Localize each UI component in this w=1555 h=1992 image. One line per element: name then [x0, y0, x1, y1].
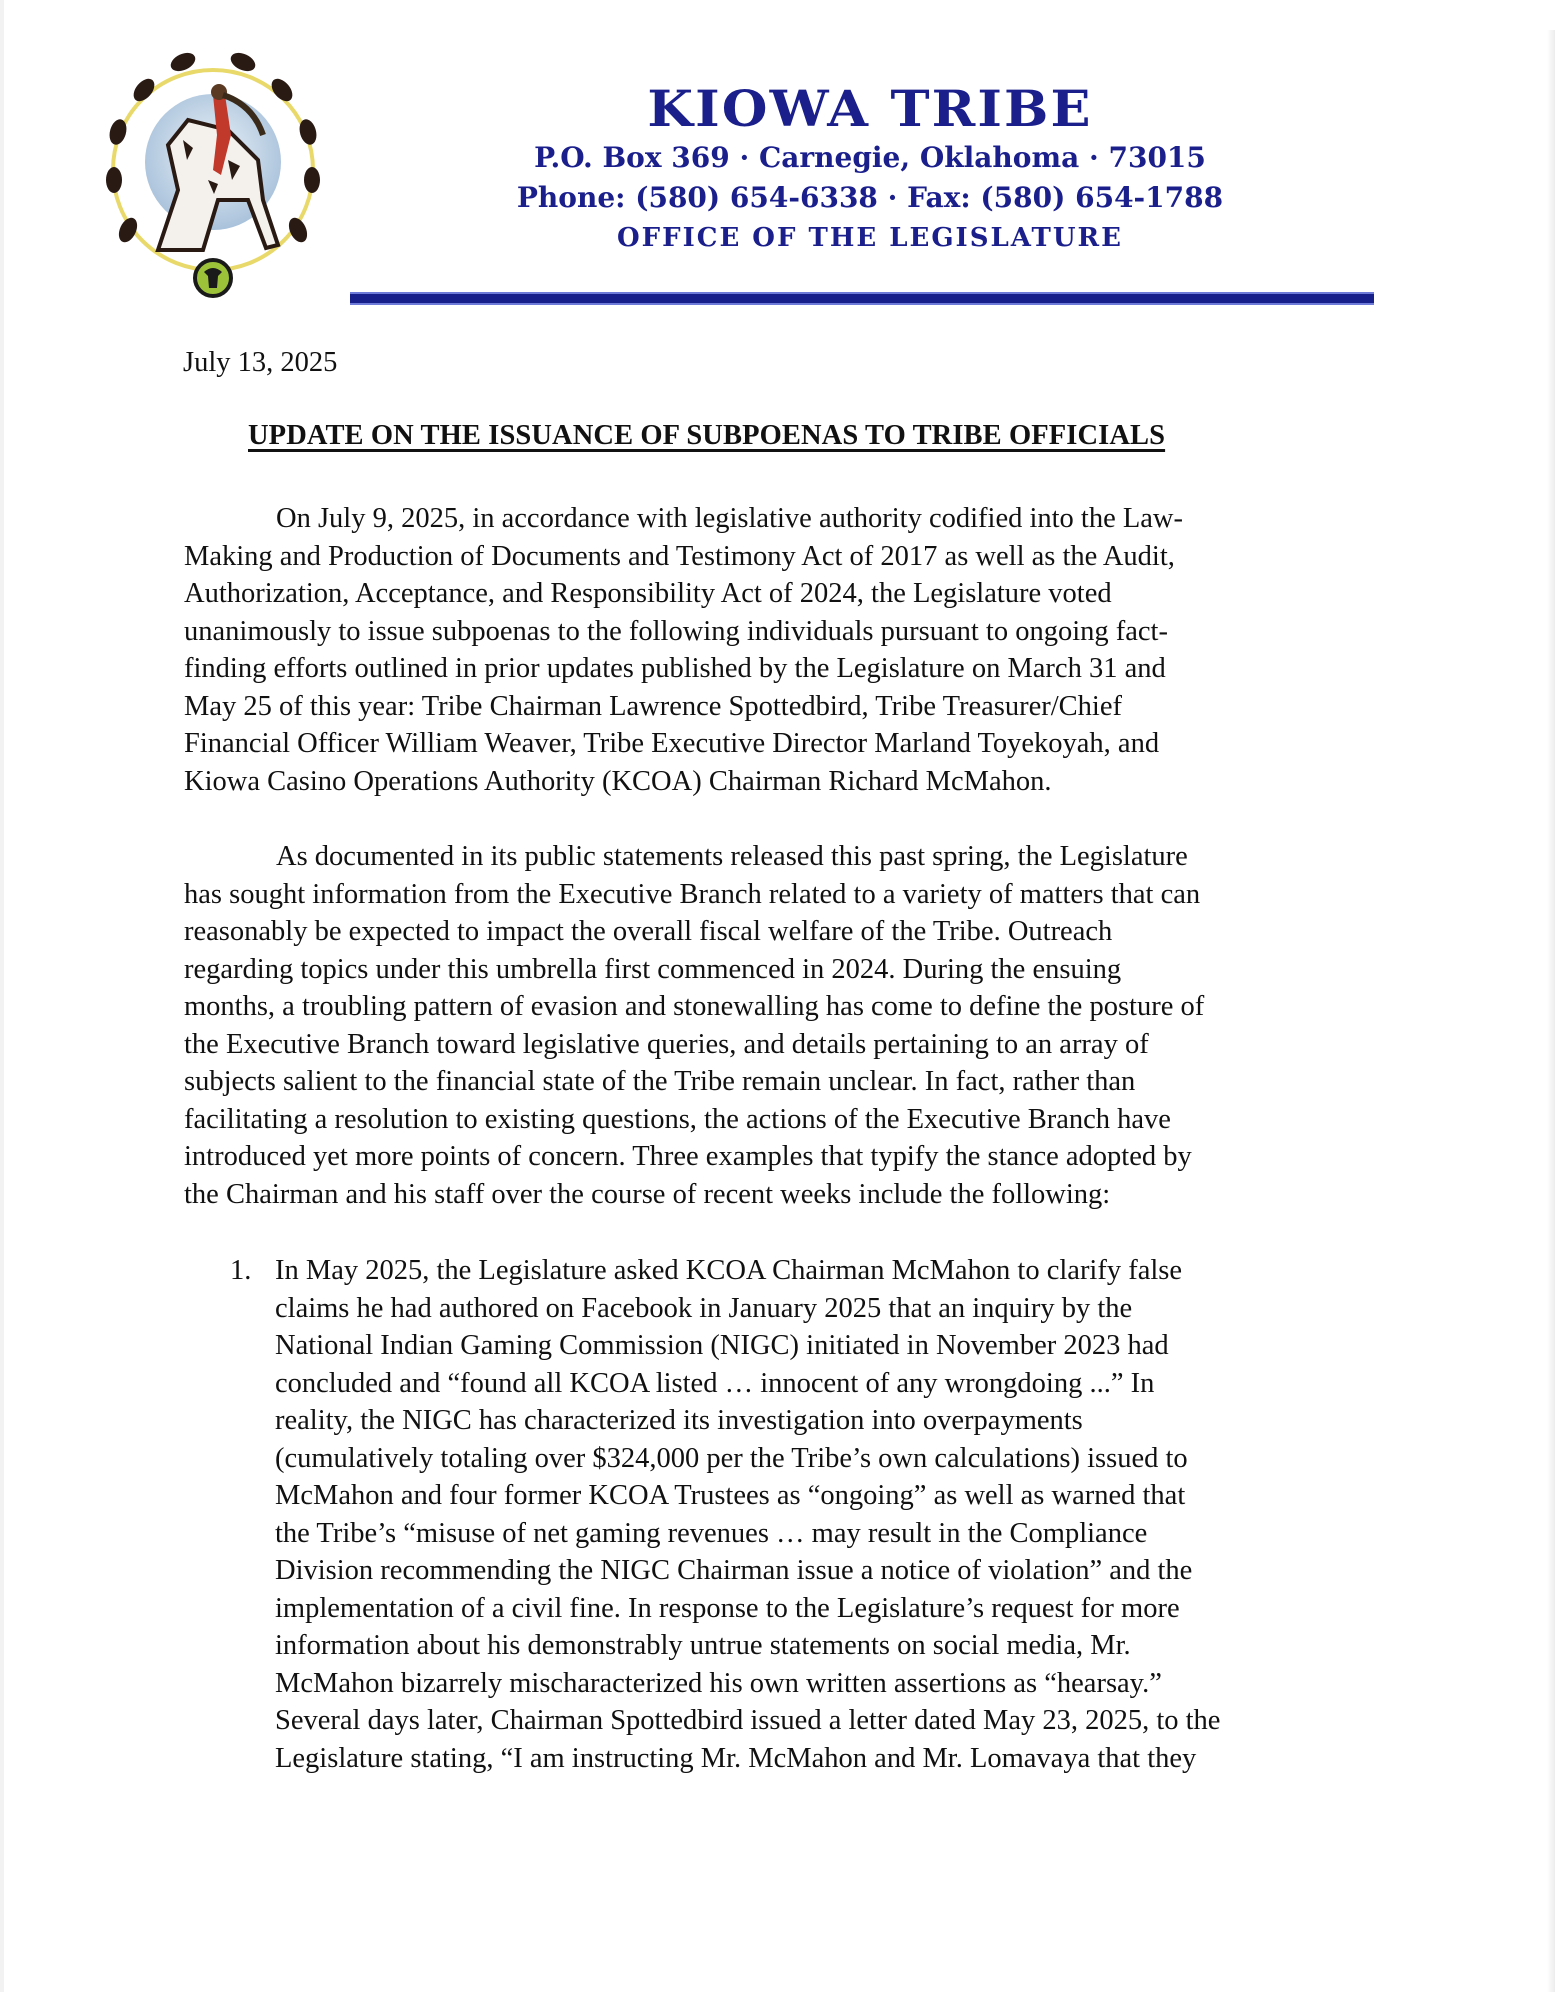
list-line: Legislature stating, “I am instructing Mr. McMahon and Mr. Lomavaya that they — [275, 1742, 1197, 1774]
list-line: implementation of a civil fine. In response to the Legislature’s request for more — [275, 1592, 1180, 1624]
paragraph-line: Authorization, Acceptance, and Responsibility Act of 2024, the Legislature voted — [184, 578, 1112, 609]
paragraph-line: reasonably be expected to impact the overall fiscal welfare of the Tribe. Outreach — [184, 916, 1113, 947]
paragraph-line: unanimously to issue subpoenas to the following individuals pursuant to ongoing fact- — [184, 615, 1168, 647]
list-line: Division recommending the NIGC Chairman issue a notice of violation” and the — [275, 1555, 1193, 1586]
paragraph-line: On July 9, 2025, in accordance with legislative authority codified into the Law- — [276, 503, 1184, 534]
paragraph-1 — [184, 500, 1364, 800]
list-item-number: 1. — [230, 1255, 252, 1286]
page-edge-right — [1547, 30, 1555, 1992]
paragraph-line: the Executive Branch toward legislative queries, and details pertaining to an array of — [184, 1028, 1149, 1060]
paragraph-line: regarding topics under this umbrella first commenced in 2024. During the ensuing — [184, 953, 1122, 985]
list-item-body — [275, 1252, 1385, 1777]
list-line: reality, the NIGC has characterized its investigation into overpayments — [275, 1405, 1083, 1436]
list-line: McMahon bizarrely mischaracterized his own written assertions as “hearsay.” — [275, 1667, 1162, 1699]
list-line: concluded and “found all KCOA listed … innocent of any wrongdoing ...” In — [275, 1367, 1155, 1399]
paragraph-line: the Chairman and his staff over the course of recent weeks include the following: — [184, 1178, 1111, 1210]
letterhead-divider — [350, 292, 1374, 305]
paragraph-line: facilitating a resolution to existing questions, the actions of the Executive Branch have — [184, 1103, 1171, 1135]
paragraph-line: has sought information from the Executive Branch related to a variety of matters that can — [184, 878, 1201, 910]
list-line: National Indian Gaming Commission (NIGC) initiated in November 2023 had — [275, 1330, 1169, 1361]
paragraph-line: months, a troubling pattern of evasion and stonewalling has come to define the posture of — [184, 991, 1205, 1022]
list-line: claims he had authored on Facebook in January 2025 that an inquiry by the — [275, 1292, 1133, 1324]
paragraph-line: May 25 of this year: Tribe Chairman Lawrence Spottedbird, Tribe Treasurer/Chief — [184, 690, 1122, 722]
paragraph-line: Financial Officer William Weaver, Tribe Executive Director Marland Toyekoyah, and — [184, 728, 1160, 759]
paragraph-line: introduced yet more points of concern. Three examples that typify the stance adopted by — [184, 1141, 1192, 1172]
list-line: the Tribe’s “misuse of net gaming revenues … may result in the Compliance — [275, 1517, 1148, 1549]
paragraph-2 — [184, 838, 1364, 1213]
list-line: (cumulatively totaling over $324,000 per the Tribe’s own calculations) issued to — [275, 1442, 1188, 1474]
mailing-address: P.O. Box 369 · Carnegie, Oklahoma · 73015 — [534, 141, 1206, 174]
paragraph-line: subjects salient to the financial state of the Tribe remain unclear. In fact, rather than — [184, 1066, 1136, 1097]
paragraph-line: finding efforts outlined in prior updates published by the Legislature on March 31 and — [184, 653, 1166, 684]
office-name: OFFICE OF THE LEGISLATURE — [617, 223, 1123, 253]
list-line: McMahon and four former KCOA Trustees as “ongoing” as well as warned that — [275, 1480, 1186, 1511]
paragraph-line: Kiowa Casino Operations Authority (KCOA) Chairman Richard McMahon. — [184, 765, 1052, 797]
list-line: In May 2025, the Legislature asked KCOA Chairman McMahon to clarify false — [275, 1255, 1183, 1286]
organization-name: KIOWA TRIBE — [647, 79, 1093, 138]
paragraph-line: Making and Production of Documents and Testimony Act of 2017 as well as the Audit, — [184, 540, 1175, 572]
contact-numbers: Phone: (580) 654-6338 · Fax: (580) 654-1788 — [516, 181, 1224, 214]
paragraph-line: As documented in its public statements released this past spring, the Legislature — [276, 841, 1188, 872]
document-title: UPDATE ON THE ISSUANCE OF SUBPOENAS TO TRIBE OFFICIALS — [248, 420, 1166, 451]
letter-date: July 13, 2025 — [183, 347, 338, 378]
list-line: information about his demonstrably untrue statements on social media, Mr. — [275, 1630, 1131, 1661]
letterhead — [0, 0, 1555, 320]
kiowa-tribal-seal-icon — [88, 50, 338, 305]
list-line: Several days later, Chairman Spottedbird issued a letter dated May 23, 2025, to the — [275, 1705, 1221, 1736]
